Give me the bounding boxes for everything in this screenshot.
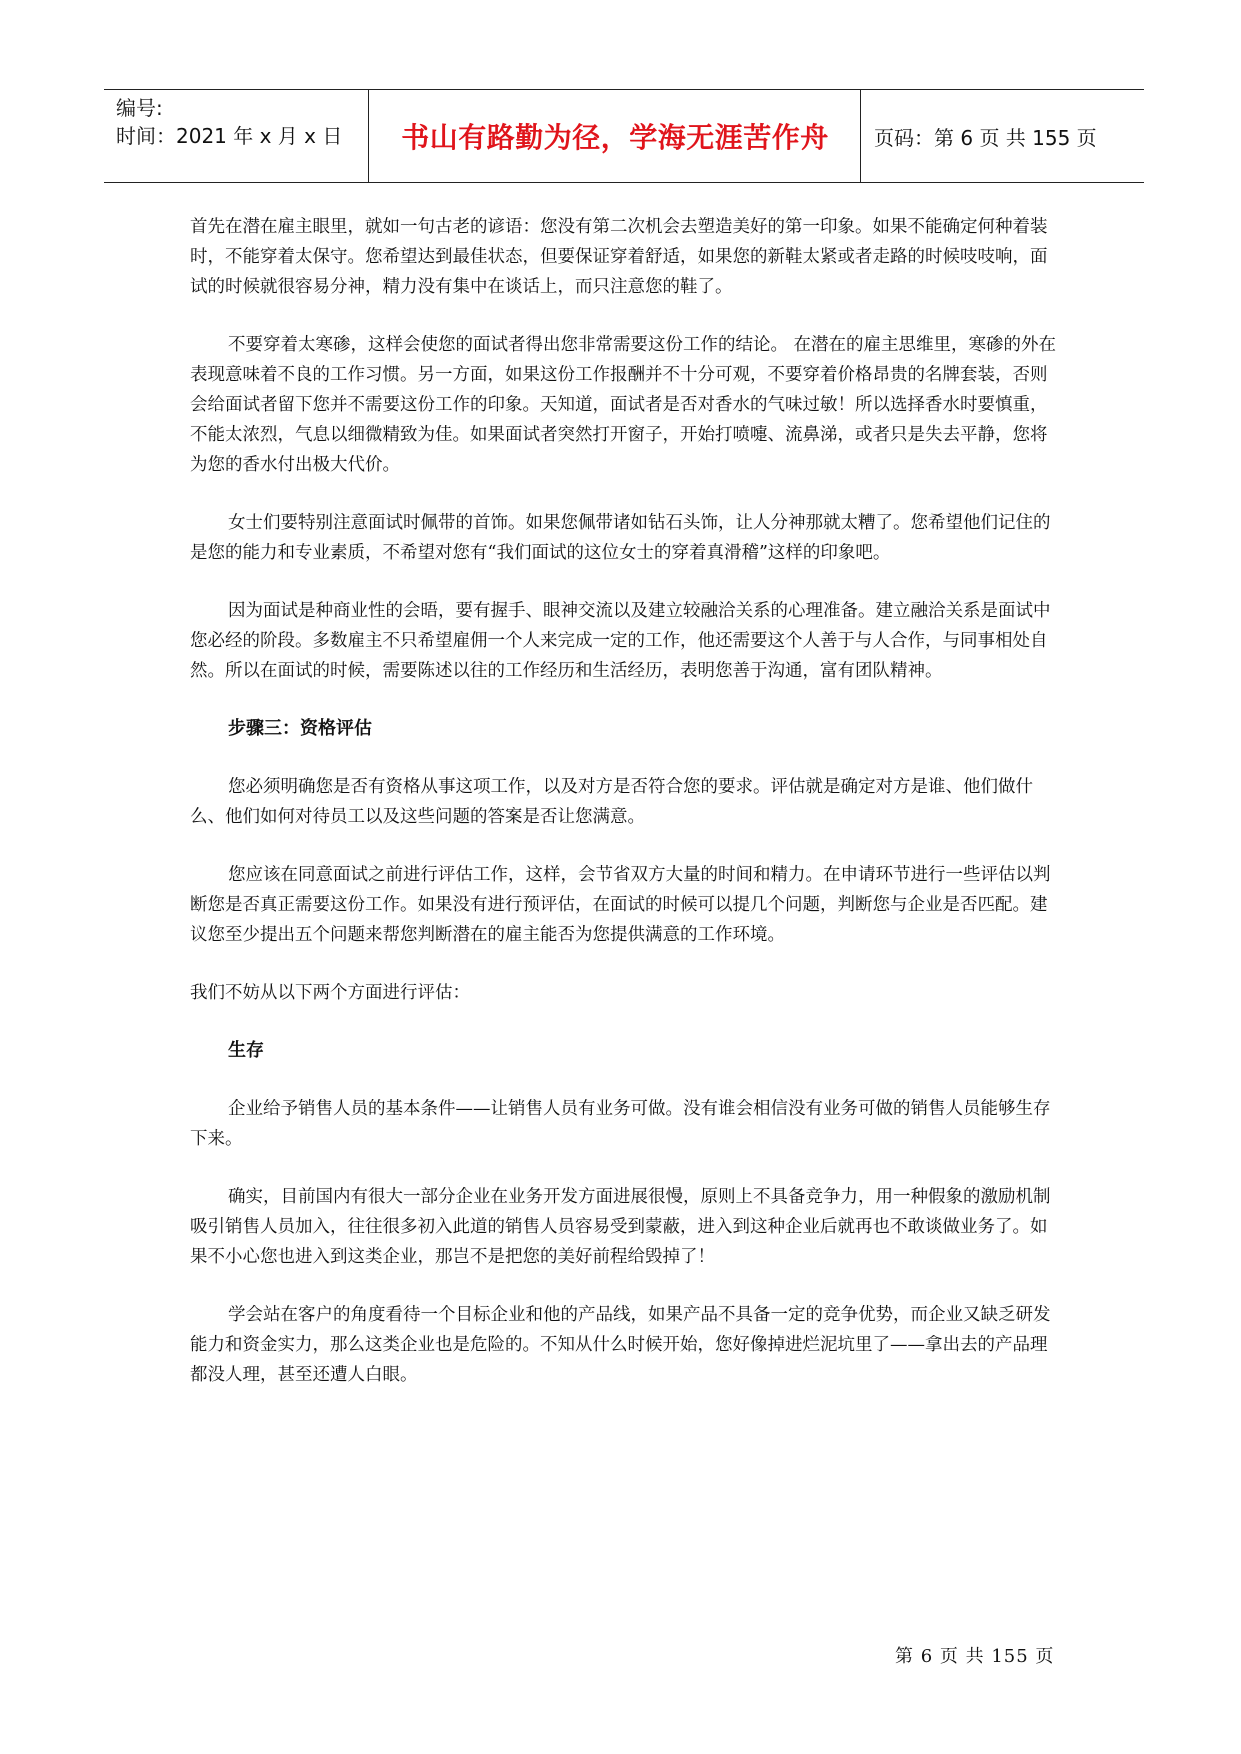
page-header bbox=[104, 89, 1144, 183]
header-divider bbox=[368, 90, 369, 182]
header-motto: 书山有路勤为径，学海无涯苦作舟 bbox=[401, 121, 829, 154]
header-info bbox=[116, 94, 366, 150]
header-divider bbox=[860, 90, 861, 182]
paragraph: 首先在潜在雇主眼里，就如一句古老的谚语：您没有第二次机会去塑造美好的第一印象。如果不能确定何种着装时，不能穿着太保守。您希望达到最佳状态，但要保证穿着舒适，如果您的新鞋太紧或者走路的时候吱吱响，面试的时候就很容易分神，精力没有集中在谈话上，而只注意您的鞋了。 bbox=[190, 217, 1048, 297]
document-time-label: 时间：2021 年 x 月 x 日 bbox=[116, 124, 343, 148]
paragraph: 您应该在同意面试之前进行评估工作，这样，会节省双方大量的时间和精力。在申请环节进行一些评估以判断您是否真正需要这份工作。如果没有进行预评估，在面试的时候可以提几个问题，判断您与企业是否匹配。建议您至少提出五个问题来帮您判断潜在的雇主能否为您提供满意的工作环境。 bbox=[190, 865, 1051, 945]
page-footer: 第 6 页 共 155 页 bbox=[895, 1646, 1055, 1667]
paragraph: 确实，目前国内有很大一部分企业在业务开发方面进展很慢，原则上不具备竞争力，用一种假象的激励机制吸引销售人员加入，往往很多初入此道的销售人员容易受到蒙蔽，进入到这种企业后就再也不敢谈做业务了。如果不小心您也进入到这类企业，那岂不是把您的美好前程给毁掉了！ bbox=[190, 1187, 1051, 1267]
paragraph: 您必须明确您是否有资格从事这项工作，以及对方是否符合您的要求。评估就是确定对方是谁、他们做什么、他们如何对待员工以及这些问题的答案是否让您满意。 bbox=[190, 777, 1033, 827]
paragraph: 学会站在客户的角度看待一个目标企业和他的产品线，如果产品不具备一定的竞争优势，而企业又缺乏研发能力和资金实力，那么这类企业也是危险的。不知从什么时候开始，您好像掉进烂泥坑里了——拿出去的产品理都没人理，甚至还遭人白眼。 bbox=[190, 1305, 1051, 1385]
section-heading: 步骤三：资格评估 bbox=[228, 718, 372, 739]
document-body bbox=[190, 212, 1060, 1418]
paragraph: 女士们要特别注意面试时佩带的首饰。如果您佩带诸如钻石头饰，让人分神那就太糟了。您希望他们记住的是您的能力和专业素质，不希望对您有“我们面试的这位女士的穿着真滑稽”这样的印象吧。 bbox=[190, 513, 1051, 563]
section-heading: 生存 bbox=[228, 1040, 264, 1061]
paragraph: 企业给予销售人员的基本条件——让销售人员有业务可做。没有谁会相信没有业务可做的销售人员能够生存下来。 bbox=[190, 1099, 1051, 1149]
paragraph: 因为面试是种商业性的会晤，要有握手、眼神交流以及建立较融洽关系的心理准备。建立融洽关系是面试中您必经的阶段。多数雇主不只希望雇佣一个人来完成一定的工作，他还需要这个人善于与人合作，与同事相处自然。所以在面试的时候，需要陈述以往的工作经历和生活经历，表明您善于沟通，富有团队精神。 bbox=[190, 601, 1051, 681]
paragraph: 我们不妨从以下两个方面进行评估： bbox=[190, 983, 470, 1003]
document-number-label: 编号: bbox=[116, 96, 163, 120]
paragraph: 不要穿着太寒碜，这样会使您的面试者得出您非常需要这份工作的结论。 在潜在的雇主思维里，寒碜的外在表现意味着不良的工作习惯。另一方面，如果这份工作报酬并不十分可观，不要穿着价格昂贵的名牌套装，否则会给面试者留下您并不需要这份工作的印象。天知道，面试者是否对香水的气味过敏！所以选择香水时要慎重，不能太浓烈，气息以细微精致为佳。如果面试者突然打开窗子，开始打喷嚏、流鼻涕，或者只是失去平静，您将为您的香水付出极大代价。 bbox=[190, 335, 1057, 475]
header-page-info: 页码：第 6 页 共 155 页 bbox=[874, 125, 1097, 150]
